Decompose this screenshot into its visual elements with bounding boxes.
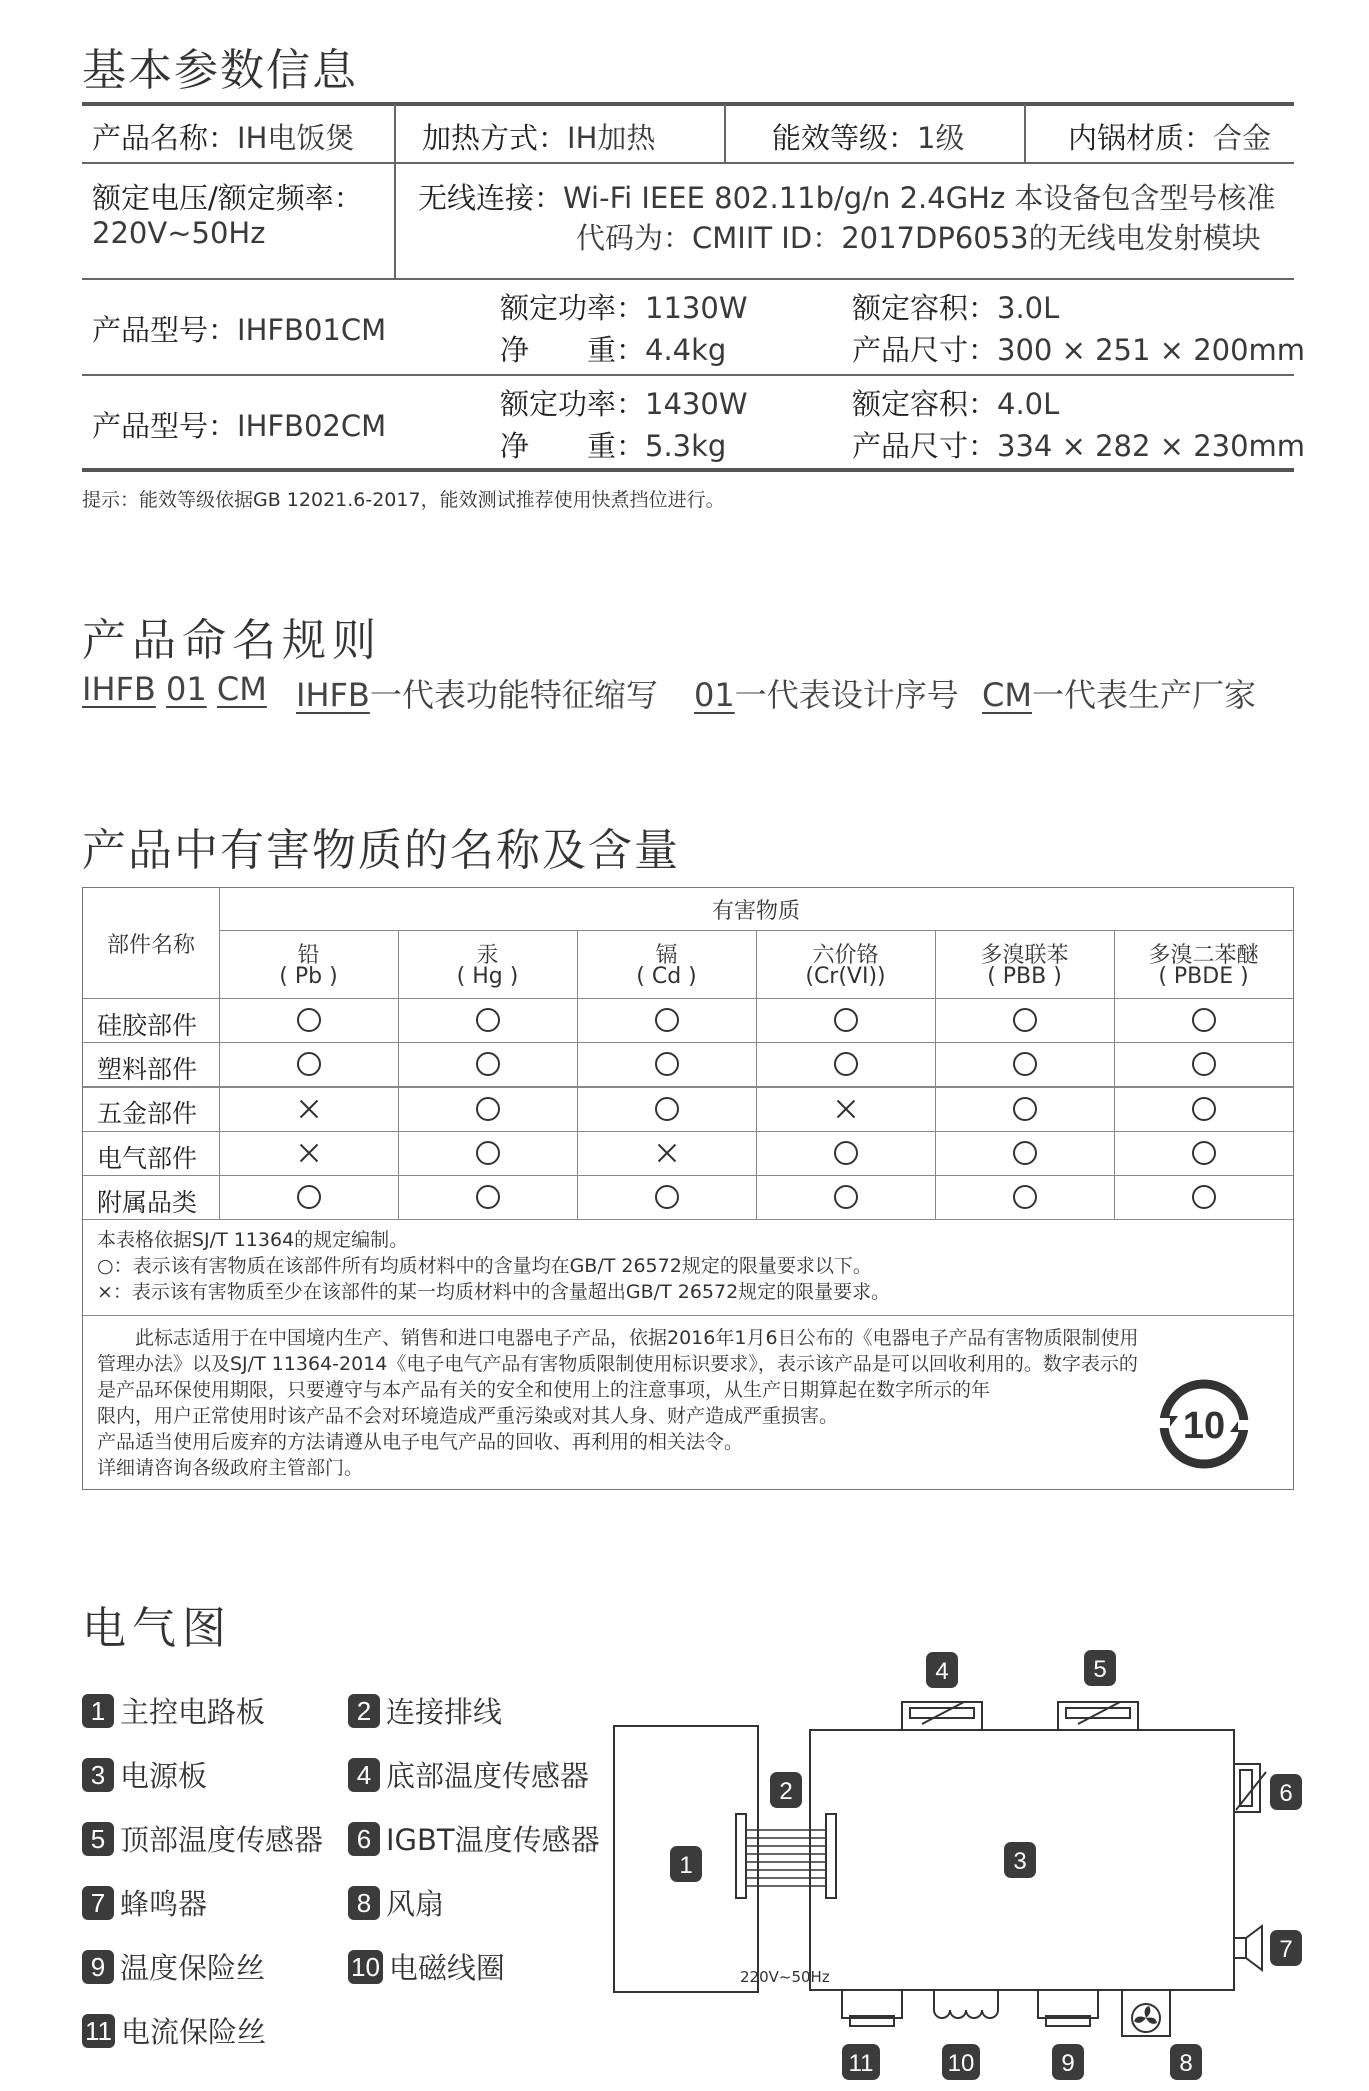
heating-value: IH加热 [567, 121, 656, 155]
circle-mark-icon [476, 1097, 500, 1121]
statement-line: 详细请咨询各级政府主管部门。 [97, 1457, 364, 1479]
induction-coil-shape [934, 1990, 998, 2018]
model-1-cell [92, 308, 386, 349]
grid-line [83, 1315, 1293, 1316]
ribbon-end-right [826, 1814, 836, 1898]
svg-text:6: 6 [1279, 1780, 1293, 1807]
substance-symbol: (Cr(VI)) [805, 964, 886, 989]
substance-name: 汞 [476, 943, 499, 968]
product-name-key: 产品名称： [92, 121, 238, 155]
col-divider [394, 162, 396, 278]
circle-mark-icon [1192, 1097, 1216, 1121]
diagram-label-9 [1052, 2044, 1084, 2080]
buzzer-body [1234, 1938, 1246, 1958]
substance-symbol: ( Pb ) [279, 964, 338, 989]
power-key: 额定功率： [500, 387, 646, 421]
legend-item [82, 2010, 266, 2051]
substance-name: 六价铬 [812, 943, 879, 968]
bottom-sensor-slash [922, 1702, 964, 1724]
legend-item [82, 1754, 207, 1795]
cross-mark-icon [297, 1141, 321, 1165]
code-part-c: CM [216, 670, 267, 708]
col-divider [724, 104, 726, 162]
naming-rule-2 [694, 670, 959, 716]
diagram-label-5 [1084, 1650, 1116, 1686]
energy-note: 提示：能效等级依据GB 12021.6-2017，能效测试推荐使用快煮挡位进行。 [82, 489, 725, 511]
substance-symbol: ( PBB ) [987, 964, 1062, 989]
product-name-cell [92, 116, 354, 157]
circle-mark-icon [1013, 1008, 1037, 1032]
legend-item [82, 1690, 265, 1731]
weight-key: 净 重： [500, 333, 646, 367]
legend-label: 底部温度传感器 [386, 1759, 590, 1793]
circle-mark-icon [476, 1052, 500, 1076]
table-row-label: 塑料部件 [97, 1055, 198, 1085]
legend-number-badge: 7 [82, 1886, 114, 1920]
legend-item [348, 1946, 505, 1987]
table-row-label: 五金部件 [97, 1099, 198, 1129]
svg-text:11: 11 [848, 2050, 874, 2077]
pot-value: 合金 [1213, 121, 1272, 155]
legend-number-badge: 10 [348, 1950, 383, 1984]
circle-mark-icon [1192, 1052, 1216, 1076]
legend-number-badge: 4 [348, 1758, 380, 1792]
table-row-label: 硅胶部件 [97, 1011, 198, 1040]
arrow-gap [1156, 1418, 1170, 1428]
legend-item [348, 1690, 502, 1731]
model-1-capacity [852, 286, 1059, 327]
section-title-hazard: 产品中有害物质的名称及含量 [82, 825, 680, 876]
section-title-naming: 产品命名规则 [82, 615, 382, 666]
wireless-key: 无线连接： [418, 181, 564, 215]
group-header: 有害物质 [711, 899, 800, 924]
circle-mark-icon [476, 1008, 500, 1032]
model-key: 产品型号： [92, 313, 238, 347]
statement-line: 产品适当使用后废弃的方法请遵从电子电气产品的回收、再利用的相关法令。 [97, 1431, 744, 1453]
legend-number-badge: 11 [82, 2014, 115, 2048]
model-value: IHFB01CM [237, 313, 387, 347]
svg-text:7: 7 [1279, 1936, 1293, 1963]
substance-symbol: ( PBDE ) [1158, 964, 1249, 989]
note-line: ×：表示该有害物质至少在该部件的某一均质材料中的含量超出GB/T 26572规定的限量要求。 [97, 1281, 891, 1303]
circle-mark-icon [834, 1008, 858, 1032]
svg-text:4: 4 [935, 1658, 949, 1685]
legend-label: 温度保险丝 [120, 1951, 266, 1985]
model-2-capacity [852, 382, 1059, 423]
legend-item [82, 1818, 323, 1859]
energy-key: 能效等级： [772, 121, 918, 155]
ribbon-end-left [736, 1814, 746, 1898]
capacity-value: 3.0L [997, 291, 1060, 325]
table-rule [82, 374, 1294, 376]
top-sensor-slash [1078, 1702, 1120, 1724]
igbt-sensor-element [1240, 1770, 1252, 1806]
model-2-size [852, 424, 1305, 465]
circle-mark-icon [297, 1052, 321, 1076]
heating-cell [422, 116, 655, 157]
model-key: 产品型号： [92, 409, 238, 443]
substance-name: 多溴联苯 [980, 943, 1069, 968]
legend-number-badge: 2 [348, 1694, 380, 1728]
current-fuse-mount [842, 1990, 902, 2018]
statement-line: 是产品环保使用期限，只要遵守与本产品有关的安全和使用上的注意事项，从生产日期算起在数字所示的年 [97, 1379, 991, 1401]
legend-item [82, 1882, 207, 1923]
table-rule [82, 162, 1294, 164]
grid-line [83, 1131, 1293, 1132]
power-value: 1130W [645, 291, 748, 325]
svg-text:9: 9 [1061, 2050, 1075, 2077]
legend-item [82, 1946, 265, 1987]
legend-label: IGBT温度传感器 [386, 1823, 600, 1857]
buzzer-horn [1246, 1926, 1262, 1970]
capacity-key: 额定容积： [852, 291, 998, 325]
energy-value: 1级 [917, 121, 965, 155]
weight-key: 净 重： [500, 429, 646, 463]
svg-text:1: 1 [679, 1852, 693, 1879]
diagram-label-6 [1270, 1774, 1302, 1810]
legend-number-badge: 5 [82, 1822, 114, 1856]
svg-text:8: 8 [1179, 2050, 1193, 2077]
heating-key: 加热方式： [422, 121, 568, 155]
legend-number-badge: 1 [82, 1694, 114, 1728]
legend-label: 风扇 [386, 1887, 445, 1921]
table-row-label: 电气部件 [97, 1143, 198, 1173]
electrical-diagram [600, 1640, 1320, 2090]
cross-mark-icon [297, 1097, 321, 1121]
circle-mark-icon [1192, 1185, 1216, 1209]
col-divider [394, 104, 396, 162]
capacity-value: 4.0L [997, 387, 1060, 421]
circle-mark-icon [1013, 1141, 1037, 1165]
statement-line: 限内，用户正常使用时该产品不会对环境造成严重污染或对其人身、财产造成严重损害。 [97, 1405, 839, 1427]
rule-text: 一代表功能特征缩写 [369, 676, 658, 714]
table-rule [82, 278, 1294, 280]
legend-number-badge: 8 [348, 1886, 380, 1920]
power-key: 额定功率： [500, 291, 646, 325]
circle-mark-icon [297, 1008, 321, 1032]
substance-symbol: ( Cd ) [636, 964, 697, 989]
legend-item [348, 1818, 600, 1859]
note-line: 本表格依据SJ/T 11364的规定编制。 [97, 1229, 409, 1251]
model-value: IHFB02CM [237, 409, 387, 443]
size-value: 300 × 251 × 200mm [997, 333, 1306, 367]
col-divider [1024, 104, 1026, 162]
circle-mark-icon [834, 1141, 858, 1165]
note-line: ○：表示该有害物质在该部件所有均质材料中的含量均在GB/T 26572规定的限量要求以下。 [97, 1255, 872, 1277]
grid-line [83, 1219, 1293, 1220]
grid-line [83, 1175, 1293, 1176]
svg-text:5: 5 [1093, 1656, 1107, 1683]
igbt-sensor-mount [1234, 1764, 1260, 1812]
naming-code [82, 670, 267, 708]
statement-line: 管理办法》以及SJ/T 11364-2014《电子电气产品有害物质限制使用标识要求》，表示该产品是可以回收利用的。数字表示的 [97, 1353, 1138, 1375]
statement-line: 此标志适用于在中国境内生产、销售和进口电器电子产品，依据2016年1月6日公布的《电器电子产品有害物质限制使用 [97, 1327, 1139, 1349]
rule-text: 一代表生产厂家 [1031, 676, 1256, 714]
circle-mark-icon [655, 1052, 679, 1076]
grid-line [83, 1086, 1293, 1087]
eco-years-number: 10 [1182, 1405, 1226, 1447]
hazard-table [82, 887, 1294, 1490]
legend-label: 蜂鸣器 [120, 1887, 208, 1921]
legend-label: 电流保险丝 [121, 2015, 267, 2049]
supply-label: 220V~50Hz [740, 1968, 830, 1986]
rule-code: IHFB [296, 676, 370, 714]
basic-info-table [82, 102, 1306, 472]
voltage-value: 220V~50Hz [92, 216, 266, 250]
model-2-weight [500, 424, 726, 465]
model-2-power [500, 382, 748, 423]
circle-mark-icon [655, 1008, 679, 1032]
svg-text:10: 10 [947, 2050, 975, 2077]
legend-number-badge: 6 [348, 1822, 380, 1856]
circle-mark-icon [297, 1185, 321, 1209]
circle-mark-icon [476, 1185, 500, 1209]
energy-cell [772, 116, 964, 157]
section-title-electrical: 电气图 [82, 1603, 232, 1654]
substance-symbol: ( Hg ) [456, 964, 519, 989]
model-1-size [852, 328, 1305, 369]
circle-mark-icon [476, 1141, 500, 1165]
power-value: 1430W [645, 387, 748, 421]
legend-item [348, 1754, 589, 1795]
substance-name: 多溴二苯醚 [1148, 943, 1259, 968]
model-2-cell [92, 404, 386, 445]
fan-icon [1132, 2004, 1160, 2032]
rule-code: 01 [694, 676, 735, 714]
eco-recycle-icon [1156, 1376, 1252, 1472]
substance-name: 镉 [655, 943, 678, 968]
weight-value: 4.4kg [645, 333, 727, 367]
cross-mark-icon [655, 1141, 679, 1165]
diagram-label-10 [942, 2044, 980, 2080]
section-title-basic-info: 基本参数信息 [82, 45, 358, 96]
diagram-label-2 [770, 1772, 802, 1808]
circle-mark-icon [1192, 1141, 1216, 1165]
capacity-key: 额定容积： [852, 387, 998, 421]
circle-mark-icon [655, 1185, 679, 1209]
table-bottom-rule [82, 468, 1294, 472]
legend-label: 连接排线 [386, 1695, 503, 1729]
legend-item [348, 1882, 444, 1923]
top-sensor-mount [1058, 1702, 1138, 1730]
wireless-line-2: 代码为：CMIIT ID：2017DP6053的无线电发射模块 [576, 221, 1261, 255]
diagram-label-3 [1004, 1842, 1036, 1878]
pot-cell [1068, 116, 1271, 157]
svg-text:2: 2 [779, 1778, 793, 1805]
size-key: 产品尺寸： [852, 333, 998, 367]
circle-mark-icon [834, 1052, 858, 1076]
thermal-fuse-mount [1038, 1990, 1098, 2018]
table-row-label: 附属品类 [97, 1187, 198, 1217]
diagram-label-1 [670, 1846, 702, 1882]
model-1-weight [500, 328, 726, 369]
legend-label: 顶部温度传感器 [120, 1823, 324, 1857]
circle-mark-icon [1013, 1185, 1037, 1209]
bottom-sensor-mount [902, 1702, 982, 1730]
legend-label: 电源板 [120, 1759, 208, 1793]
code-part-b: 01 [166, 670, 207, 708]
weight-value: 5.3kg [645, 429, 727, 463]
rule-code: CM [982, 676, 1032, 714]
wireless-line-1: Wi-Fi IEEE 802.11b/g/n 2.4GHz 本设备包含型号核准 [563, 181, 1276, 215]
diagram-label-7 [1270, 1930, 1302, 1966]
grid-line [83, 1042, 1293, 1043]
product-name-value: IH电饭煲 [237, 121, 355, 155]
substance-name: 铅 [297, 943, 320, 968]
table-top-rule [82, 102, 1294, 106]
model-1-power [500, 286, 748, 327]
rule-text: 一代表设计序号 [734, 676, 959, 714]
code-part-a: IHFB [82, 670, 156, 708]
part-header: 部件名称 [106, 933, 195, 958]
arrow-gap [1238, 1420, 1252, 1430]
circle-mark-icon [1013, 1052, 1037, 1076]
legend-number-badge: 9 [82, 1950, 114, 1984]
wireless-cell [418, 176, 1275, 217]
voltage-key: 额定电压/额定频率： [92, 181, 363, 215]
legend-number-badge: 3 [82, 1758, 114, 1792]
cross-mark-icon [834, 1097, 858, 1121]
legend-label: 主控电路板 [120, 1695, 266, 1729]
svg-text:3: 3 [1013, 1848, 1027, 1875]
circle-mark-icon [1192, 1008, 1216, 1032]
size-value: 334 × 282 × 230mm [997, 429, 1306, 463]
circle-mark-icon [655, 1097, 679, 1121]
size-key: 产品尺寸： [852, 429, 998, 463]
naming-rule-1 [296, 670, 658, 716]
pot-key: 内锅材质： [1068, 121, 1214, 155]
legend-label: 电磁线圈 [388, 1951, 505, 1985]
grid-line [83, 998, 1293, 999]
circle-mark-icon [1013, 1097, 1037, 1121]
diagram-label-4 [926, 1652, 958, 1688]
circle-mark-icon [834, 1185, 858, 1209]
diagram-label-11 [842, 2044, 880, 2080]
naming-rule-3 [982, 670, 1256, 716]
diagram-label-8 [1170, 2044, 1202, 2080]
